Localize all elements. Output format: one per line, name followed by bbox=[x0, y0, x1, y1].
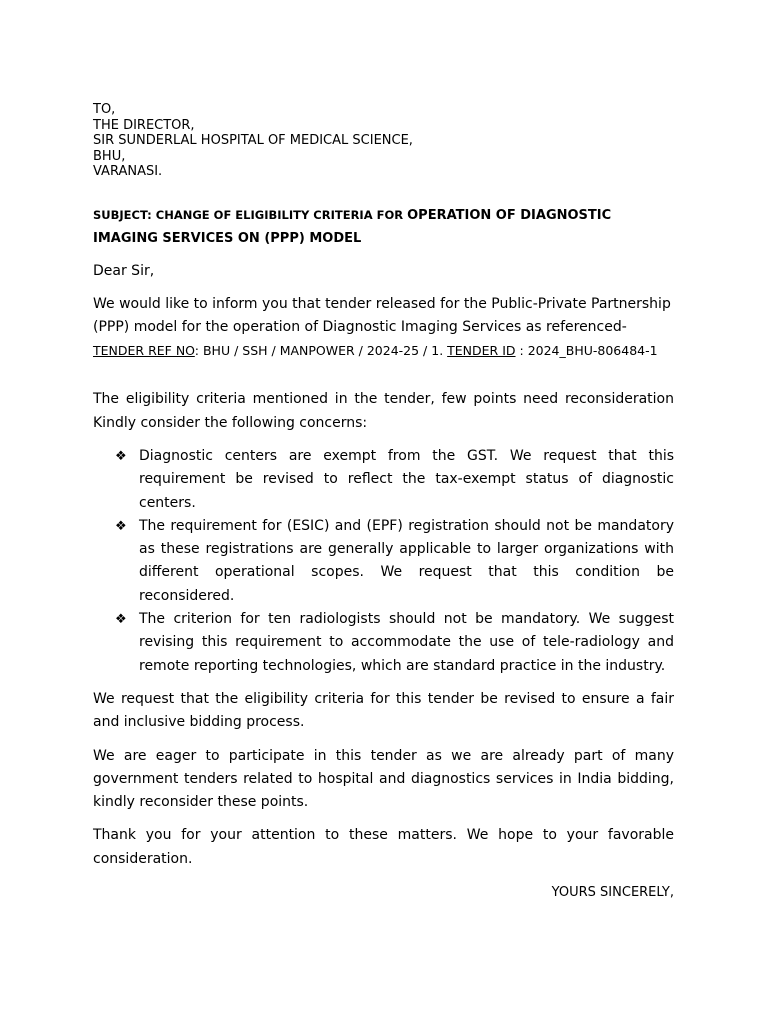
request-paragraph: We request that the eligibility criteria for this tender be revised to ensure a fair and inclusive bidding process. bbox=[93, 690, 674, 731]
list-item bbox=[115, 608, 674, 678]
diamond-bullet-icon: ❖ bbox=[115, 448, 127, 464]
tender-id-value: : 2024_BHU-806484-1 bbox=[515, 343, 658, 359]
list-item bbox=[115, 445, 674, 515]
concern-text: The requirement for (ESIC) and (EPF) registration should not be mandatory as these registrations are generally applicable to larger organizations with different operational scopes. We request that this condition be reconsidered. bbox=[139, 517, 674, 604]
concerns-list bbox=[93, 445, 674, 678]
concern-text: The criterion for ten radiologists should not be mandatory. We suggest revising this requirement to accommodate the use of tele-radiology and remote reporting technologies, which are standard practice in the industry. bbox=[139, 611, 674, 674]
recipient-address bbox=[93, 102, 674, 180]
address-line: BHU, bbox=[93, 148, 126, 164]
address-line: VARANASI. bbox=[93, 164, 163, 179]
thanks-paragraph: Thank you for your attention to these matters. We hope to your favorable consideration. bbox=[93, 827, 674, 867]
eligibility-intro: The eligibility criteria mentioned in the tender, few points need reconsideration Kindly consider the following concerns: bbox=[93, 391, 674, 431]
subject-line bbox=[93, 204, 674, 250]
eager-paragraph: We are eager to participate in this tender as we are already part of many government tenders related to hospital and diagnostics services in India bidding, kindly reconsider these points. bbox=[93, 747, 674, 811]
tender-id-label: TENDER ID bbox=[447, 343, 516, 359]
address-line: SIR SUNDERLAL HOSPITAL OF MEDICAL SCIENCE, bbox=[93, 133, 413, 148]
letter-page bbox=[93, 102, 674, 904]
concern-text: Diagnostic centers are exempt from the GST. We request that this requirement be revised to reflect the tax-exempt status of diagnostic centers. bbox=[139, 447, 674, 511]
closing-signoff: YOURS SINCERELY, bbox=[551, 885, 674, 901]
intro-paragraph bbox=[93, 293, 674, 364]
address-line: TO, bbox=[93, 102, 116, 117]
subject-prefix: SUBJECT: CHANGE OF ELIGIBILITY CRITERIA FOR bbox=[93, 207, 408, 222]
diamond-bullet-icon: ❖ bbox=[115, 612, 127, 628]
tender-ref-value: : BHU / SSH / MANPOWER / 2024-25 / 1. bbox=[194, 343, 448, 359]
tender-ref-label: TENDER REF NO bbox=[93, 343, 195, 359]
intro-text: We would like to inform you that tender released for the Public-Private Partnership (PPP) model for the operation of Diagnostic Imaging Services as referenced- bbox=[93, 295, 671, 335]
address-line: THE DIRECTOR, bbox=[93, 117, 195, 133]
list-item bbox=[115, 515, 674, 608]
salutation: Dear Sir, bbox=[93, 262, 155, 279]
diamond-bullet-icon: ❖ bbox=[115, 518, 127, 534]
subject-main: OPERATION OF DIAGNOSTIC IMAGING SERVICES ON (PPP) MODEL bbox=[93, 207, 612, 246]
